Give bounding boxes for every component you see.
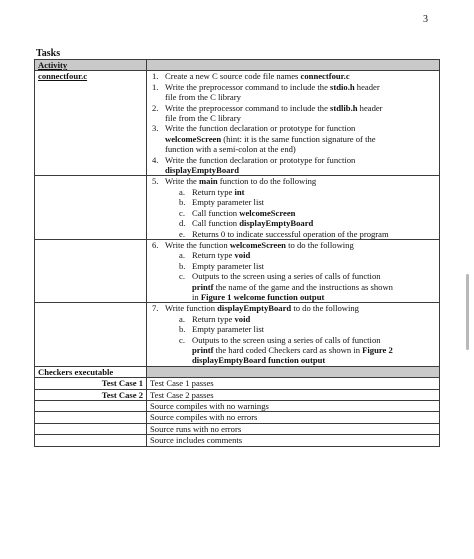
header-blank-cell bbox=[147, 60, 440, 71]
checker-row bbox=[35, 435, 440, 446]
task-item: file from the C library bbox=[165, 92, 241, 103]
table-row bbox=[35, 366, 440, 377]
subtask-item: b. Empty parameter list bbox=[179, 260, 265, 271]
subtask-item: b. Empty parameter list bbox=[179, 324, 265, 335]
task-item: 1. Write the preprocessor command to include the stdio.h header bbox=[152, 81, 380, 92]
blank-label-cell bbox=[35, 239, 147, 302]
table-header-row bbox=[35, 60, 440, 71]
test-case-label: Test Case 1 bbox=[35, 378, 147, 389]
task-item: function with a semi-colon at the end) bbox=[165, 144, 296, 155]
checker-row bbox=[35, 423, 440, 434]
test-case-label: Test Case 2 bbox=[35, 389, 147, 400]
page-number: 3 bbox=[423, 14, 428, 25]
checker-rows bbox=[35, 378, 440, 446]
blank-label-cell bbox=[35, 303, 147, 366]
checkers-blank-cell bbox=[147, 366, 440, 377]
task-item: 2. Write the preprocessor command to include the stdlib.h header bbox=[152, 102, 383, 113]
subtask-item: c. Outputs to the screen using a series of calls of function bbox=[179, 271, 381, 282]
subtask-item: printf the hard coded Checkers card as shown in Figure 2 bbox=[192, 344, 393, 355]
checker-criterion: Source compiles with no warnings bbox=[147, 401, 440, 412]
checker-row bbox=[35, 378, 440, 389]
test-case-label bbox=[35, 435, 147, 446]
subtask-item: a. Return type void bbox=[179, 313, 251, 324]
checker-criterion: Source includes comments bbox=[147, 435, 440, 446]
tasks-heading: Tasks bbox=[36, 48, 61, 59]
task-item: 6. Write the function welcomeScreen to do the following bbox=[152, 239, 354, 250]
task-item: 3. Write the function declaration or prototype for function bbox=[152, 123, 356, 134]
table-row bbox=[35, 176, 440, 239]
task-cell bbox=[147, 239, 440, 302]
task-item: 7. Write function displayEmptyBoard to do the following bbox=[152, 303, 359, 314]
checker-criterion: Source runs with no errors bbox=[147, 423, 440, 434]
subtask-item: c. Outputs to the screen using a series of calls of function bbox=[179, 334, 381, 345]
task-item: file from the C library bbox=[165, 113, 241, 124]
task-item: 1. Create a new C source code file names connectfour.c bbox=[152, 71, 350, 82]
subtask-item: d. Call function displayEmptyBoard bbox=[179, 218, 314, 229]
checker-row bbox=[35, 412, 440, 423]
tasks-table bbox=[34, 59, 440, 447]
table-row bbox=[35, 239, 440, 302]
section-label-checkers: Checkers executable bbox=[35, 366, 147, 377]
checker-criterion: Test Case 2 passes bbox=[147, 389, 440, 400]
table-row bbox=[35, 71, 440, 176]
scrollbar[interactable] bbox=[466, 274, 469, 350]
test-case-label bbox=[35, 423, 147, 434]
subtask-item: c. Call function welcomeScreen bbox=[179, 207, 296, 218]
subtask-item: printf the name of the game and the instructions as shown bbox=[192, 281, 393, 292]
table-row bbox=[35, 303, 440, 366]
subtask-item: a. Return type void bbox=[179, 250, 251, 261]
section-label-connectfour: connectfour.c bbox=[35, 71, 147, 176]
subtask-item: e. Returns 0 to indicate successful operation of the program bbox=[179, 228, 389, 239]
activity-header: Activity bbox=[35, 60, 147, 71]
checker-row bbox=[35, 401, 440, 412]
checker-criterion: Test Case 1 passes bbox=[147, 378, 440, 389]
task-item: 4. Write the function declaration or prototype for function bbox=[152, 154, 356, 165]
checker-criterion: Source compiles with no errors bbox=[147, 412, 440, 423]
blank-label-cell bbox=[35, 176, 147, 239]
test-case-label bbox=[35, 401, 147, 412]
task-cell bbox=[147, 71, 440, 176]
subtask-item: a. Return type int bbox=[179, 186, 245, 197]
checker-row bbox=[35, 389, 440, 400]
subtask-item: b. Empty parameter list bbox=[179, 197, 265, 208]
task-cell bbox=[147, 303, 440, 366]
test-case-label bbox=[35, 412, 147, 423]
task-item: displayEmptyBoard bbox=[165, 165, 240, 176]
task-item: welcomeScreen (hint: it is the same function signature of the bbox=[165, 133, 376, 144]
task-cell bbox=[147, 176, 440, 239]
task-item: 5. Write the main function to do the following bbox=[152, 176, 317, 187]
subtask-item: in Figure 1 welcome function output bbox=[192, 291, 325, 302]
subtask-item: displayEmptyBoard function output bbox=[192, 355, 326, 366]
